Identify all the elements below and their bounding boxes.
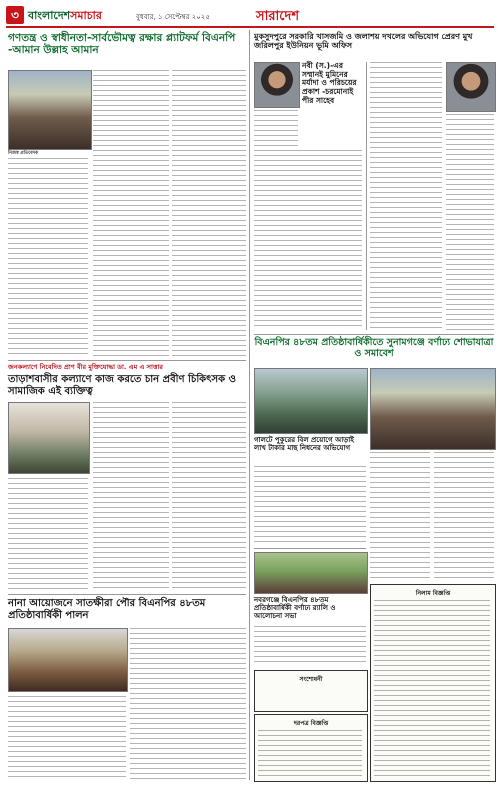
story-5-text-col3 [172, 402, 246, 590]
story-2-photo [446, 62, 496, 112]
story-5-kicker: জনকল্যাণে নিবেদিত প্রাণ বীর মুক্তিযোদ্ধা ডা. এম এ সাত্তার [8, 363, 163, 371]
divider [8, 594, 246, 595]
story-5-photo [8, 402, 90, 474]
column-divider [366, 62, 367, 330]
story-4-photo [370, 368, 496, 450]
story-8-headline: নানা আয়োজনে সাতক্ষীরা পৌর বিএনপির ৪৮তম প্রতিষ্ঠাবার্ষিকী পালন [8, 598, 206, 621]
notice-title: সংশোধনী [299, 676, 323, 683]
story-1-photo [8, 70, 92, 150]
divider [8, 360, 246, 361]
ad-text [258, 730, 362, 776]
story-6-text [254, 466, 366, 546]
story-6-photo [254, 368, 368, 434]
story-7-photo [254, 552, 368, 594]
divider [254, 548, 366, 549]
story-8-photo [8, 628, 128, 692]
story-3-headline: নবী (স.)-এর সম্মানই মুমিনের মর্যাদা ও পরিচয়ের প্রকাশ -চরমোনাই পীর সাহেব [302, 61, 357, 105]
story-2-headline: মুকসুদপুরে সরকারি খাসজমি ও জলাশয় দখলের অভিযোগ প্রেরণ মুখ জরিলপুর ইউনিয়ন ভূমি অফিস [254, 32, 473, 51]
issue-date: বুধবার, ১ সেপ্টেম্বর ২০২৫ [136, 13, 210, 21]
story-6-headline: গালটে পুকুরের বিল প্রয়োগে আড়াই লাখ টাকার মাছ নিধনের অভিযোগ [254, 436, 354, 453]
tender-text [374, 600, 490, 776]
story-8-text-col2 [130, 628, 246, 780]
logo-main: বাংলাদেশ [28, 9, 71, 22]
story-5-text-col2 [93, 402, 169, 590]
story-1-text-col2 [93, 70, 169, 356]
story-5-text-col1 [8, 478, 88, 590]
story-4-text-col1 [370, 452, 430, 580]
logo-accent: সমাচার [70, 9, 102, 22]
ad-title: দরপত্র বিজ্ঞপ্তি [293, 720, 329, 727]
masthead [6, 4, 494, 28]
story-1-text-col3 [172, 70, 246, 356]
story-4-headline: বিএনপির ৪৮তম প্রতিষ্ঠাবার্ষিকীতে সুনামগঞ্জে বর্ণাঢ্য শোভাযাত্রা ও সমাবেশ [254, 337, 494, 359]
section-title: সারাদেশ [256, 9, 300, 24]
story-2-text-col1 [370, 62, 442, 330]
page-number: ৩ [6, 6, 24, 24]
notice-box [254, 670, 368, 712]
story-7-text [254, 626, 366, 666]
story-1-text-col1 [8, 158, 88, 356]
story-7-headline: নবরগঞ্জে বিএনপির ৪৮তম প্রতিষ্ঠাবার্ষিকী বর্ণাঢ্য র‍্যালি ও আলোচনা সভা [254, 596, 336, 621]
story-2-text-col2 [446, 114, 494, 330]
story-5-headline: তাড়াশবাসীর কল্যাণে কাজ করতে চান প্রবীণ চিকিৎসক ও সামাজিক এই ব্যক্তিত্ব [8, 374, 236, 397]
story-8-text-col1 [8, 696, 126, 780]
tender-title: নিলাম বিজ্ঞপ্তি [415, 590, 451, 597]
column-divider [249, 30, 250, 780]
story-1-byline: নিজস্ব প্রতিবেদক [8, 151, 39, 156]
story-4-text-col2 [434, 452, 494, 580]
story-1-headline: গণতন্ত্র ও স্বাধীনতা-সার্বভৌমত্ব রক্ষার প্ল্যাটফর্ম বিএনপি -আমান উল্লাহ আমান [8, 32, 236, 57]
divider [254, 334, 494, 335]
story-3-photo [254, 62, 300, 108]
story-3-text [254, 150, 362, 330]
newspaper-logo [28, 7, 102, 26]
story-3-text-intro [254, 110, 298, 146]
